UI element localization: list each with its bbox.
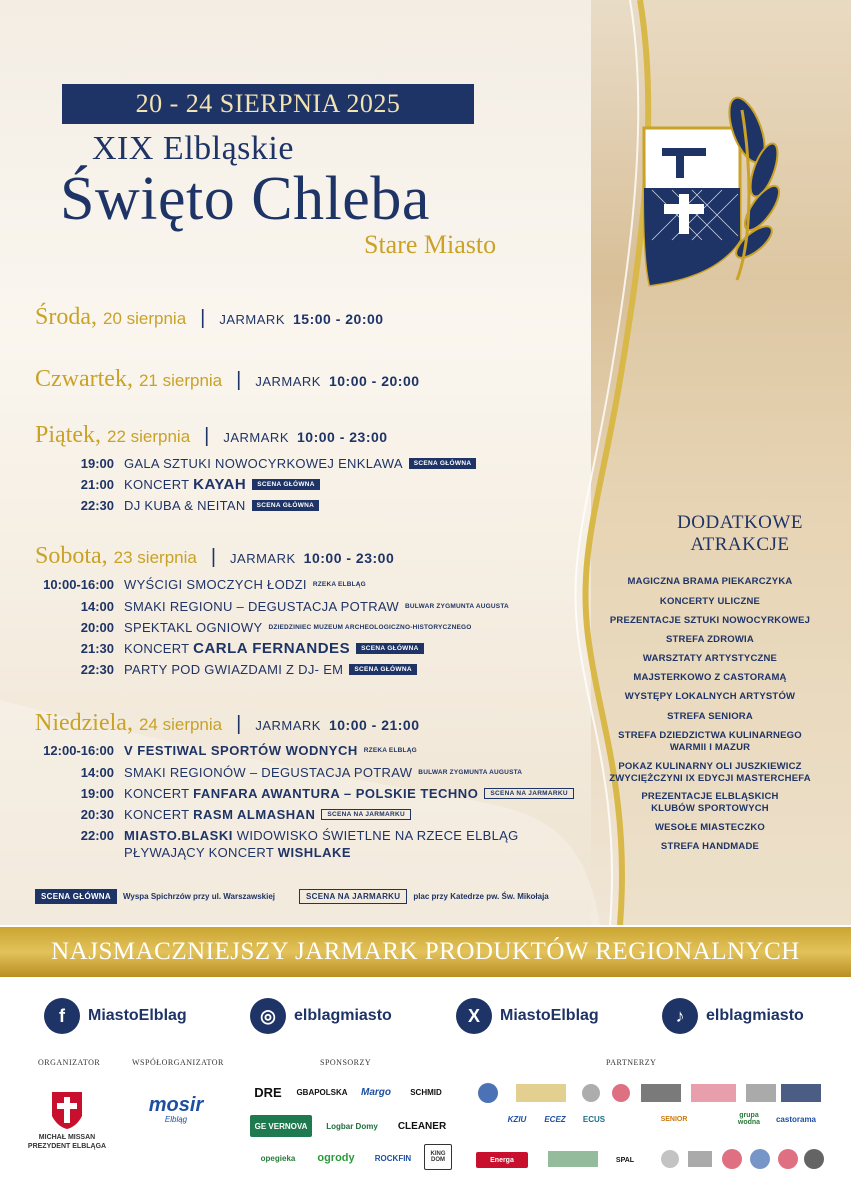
- instagram-icon: ◎: [250, 998, 286, 1034]
- attraction-item: WESOŁE MIASTECZKO: [654, 822, 765, 833]
- organizer-heading: ORGANIZATOR: [38, 1058, 101, 1067]
- attraction-item: KONCERTY ULICZNE: [659, 596, 761, 607]
- event-time: 21:00: [80, 477, 114, 492]
- event-row: [30, 577, 366, 592]
- market-label: JARMARK: [230, 551, 296, 566]
- market-hours: 10:00 - 23:00: [297, 429, 388, 445]
- event-row: [28, 765, 522, 780]
- event-text: MIASTO.BLASKI WIDOWISKO ŚWIETLNE NA RZECE ELBLĄG: [124, 828, 519, 843]
- separator: |: [210, 546, 217, 568]
- event-row: [30, 640, 424, 657]
- sponsors-heading: SPONSORZY: [320, 1058, 372, 1067]
- social-facebook[interactable]: [44, 998, 187, 1034]
- gold-banner-text: NAJSMACZNIEJSZY JARMARK PRODUKTÓW REGIONALNYCH: [51, 938, 800, 965]
- event-time: 19:00: [80, 456, 114, 471]
- separator: |: [236, 369, 242, 391]
- event-time: 10:00-16:00: [43, 577, 114, 592]
- social-label: MiastoElblag: [88, 1007, 187, 1024]
- main-stage-place: Wyspa Spichrzów przy ul. Warszawskiej: [122, 892, 276, 901]
- day-date: 22 sierpnia: [107, 427, 191, 446]
- social-instagram[interactable]: [250, 998, 392, 1034]
- event-text: KONCERT RASM ALMASHAN: [124, 807, 316, 822]
- day-wednesday: [35, 304, 384, 331]
- event-time: 21:30: [80, 641, 114, 656]
- market-hours: 10:00 - 20:00: [328, 373, 420, 389]
- market-hours: 15:00 - 20:00: [293, 311, 384, 327]
- event-row: [28, 828, 519, 843]
- date-banner: 20 - 24 SIERPNIA 2025: [62, 84, 474, 124]
- partner-logo: grupa wodna: [737, 1112, 761, 1126]
- market-hours: 10:00 - 23:00: [303, 550, 395, 566]
- partner-logo: Energa: [476, 1152, 528, 1168]
- attraction-item: POKAZ KULINARNY OLI JUSZKIEWICZ: [618, 761, 802, 772]
- event-location: Stare Miasto: [364, 230, 497, 259]
- event-time: 20:30: [80, 807, 114, 822]
- event-time: 22:30: [80, 498, 114, 513]
- event-text: PARTY POD GWIAZDAMI Z DJ- EM: [124, 662, 344, 677]
- day-sunday: [35, 710, 420, 737]
- attraction-item: STREFA SENIORA: [667, 711, 753, 722]
- day-date: 20 sierpnia: [103, 309, 187, 328]
- sponsor-logo: ogrody: [317, 1152, 355, 1164]
- sponsor-logo: SCHMID: [410, 1087, 442, 1097]
- partner-logo: castorama: [775, 1114, 817, 1124]
- day-thursday: [35, 366, 420, 393]
- event-time: 22:00: [80, 828, 114, 843]
- separator: |: [236, 713, 242, 735]
- partner-logo: SENIOR: [660, 1115, 688, 1123]
- day-name: Niedziela,: [35, 710, 133, 736]
- day-name: Czwartek,: [35, 366, 133, 392]
- event-text: SMAKI REGIONÓW – DEGUSTACJA POTRAW: [124, 765, 413, 780]
- event-row: [30, 599, 509, 614]
- sponsor-logo: CLEANER: [397, 1120, 447, 1132]
- sponsor-logo: ROCKFIN: [374, 1153, 412, 1163]
- event-row: [30, 620, 472, 635]
- event-text: DJ KUBA & NEITAN: [124, 498, 246, 513]
- organizer-name: MICHAŁ MISSAN PREZYDENT ELBLĄGA: [27, 1134, 107, 1150]
- partner-logo: ECEZ: [544, 1114, 566, 1124]
- event-location: BULWAR ZYGMUNTA AUGUSTA: [405, 603, 509, 610]
- partner-logo: SPAL: [615, 1156, 635, 1164]
- event-text: PŁYWAJĄCY KONCERT WISHLAKE: [124, 845, 352, 860]
- attraction-item: STREFA DZIEDZICTWA KULINARNEGO: [618, 730, 802, 741]
- main-stage-badge: SCENA GŁÓWNA: [35, 889, 117, 904]
- stage-badge: SCENA NA JARMARKU: [484, 788, 574, 799]
- sponsor-logo: DRE: [254, 1084, 282, 1100]
- day-date: 21 sierpnia: [138, 371, 223, 390]
- tiktok-icon: ♪: [662, 998, 698, 1034]
- attraction-item: MAJSTERKOWO Z CASTORAMĄ: [633, 672, 787, 683]
- attraction-item: PREZENTACJE ELBLĄSKICH: [641, 791, 779, 802]
- market-label: JARMARK: [219, 312, 285, 327]
- attraction-item: STREFA HANDMADE: [660, 841, 760, 852]
- event-time: 20:00: [80, 620, 114, 635]
- event-time: 19:00: [80, 786, 114, 801]
- social-label: elblagmiasto: [706, 1007, 804, 1024]
- event-location: DZIEDZINIEC MUZEUM ARCHEOLOGICZNO-HISTORYCZNEGO: [268, 624, 472, 631]
- social-tiktok[interactable]: [662, 998, 804, 1034]
- event-row: [28, 807, 411, 822]
- event-row: [60, 498, 319, 513]
- attraction-item: WARMII I MAZUR: [669, 742, 751, 753]
- event-row: [30, 662, 417, 677]
- market-stage-badge: SCENA NA JARMARKU: [299, 889, 407, 904]
- day-friday: [35, 422, 388, 449]
- day-saturday: [35, 543, 394, 570]
- event-time: 12:00-16:00: [43, 743, 114, 758]
- partner-logo-strip: [476, 1078, 826, 1108]
- event-time: 14:00: [80, 599, 114, 614]
- sponsor-logo: GE VERNOVA: [250, 1115, 312, 1137]
- day-name: Środa,: [35, 304, 97, 330]
- partner-logo: ECUS: [582, 1114, 606, 1124]
- partner-logo-strip-2: [548, 1145, 828, 1173]
- event-text: WYŚCIGI SMOCZYCH ŁODZI: [124, 577, 307, 592]
- stage-badge: SCENA GŁÓWNA: [252, 479, 320, 490]
- attraction-item: ZWYCIĘŻCZYNI IX EDYCJI MASTERCHEFA: [609, 773, 811, 784]
- attractions-title: DODATKOWE ATRAKCJE: [677, 512, 803, 555]
- separator: |: [204, 425, 210, 447]
- sponsor-logo: KING DOM: [424, 1144, 452, 1170]
- event-text: KONCERT KAYAH: [124, 476, 247, 493]
- elblag-crest-logo: [642, 90, 792, 290]
- elblag-city-crest-icon: [50, 1090, 84, 1130]
- partner-logo: KZIU: [507, 1114, 527, 1124]
- stage-badge: SCENA GŁÓWNA: [349, 664, 417, 675]
- market-hours: 10:00 - 21:00: [328, 717, 420, 733]
- attraction-item: PREZENTACJE SZTUKI NOWOCYRKOWEJ: [609, 615, 811, 626]
- stage-badge: SCENA GŁÓWNA: [356, 643, 424, 654]
- market-label: JARMARK: [223, 430, 289, 445]
- social-label: MiastoElblag: [500, 1007, 599, 1024]
- event-row-continuation: [124, 845, 351, 860]
- event-text: GALA SZTUKI NOWOCYRKOWEJ ENKLAWA: [124, 456, 403, 471]
- market-label: JARMARK: [255, 718, 321, 733]
- stage-badge: SCENA NA JARMARKU: [321, 809, 411, 820]
- sponsor-logo: Logbar Domy: [326, 1121, 378, 1131]
- x-icon: X: [456, 998, 492, 1034]
- separator: |: [200, 307, 206, 329]
- market-label: JARMARK: [255, 374, 321, 389]
- event-location: BULWAR ZYGMUNTA AUGUSTA: [418, 769, 523, 776]
- day-date: 24 sierpnia: [138, 715, 223, 734]
- mosir-logo: mosir Elbląg: [148, 1094, 204, 1124]
- day-name: Sobota,: [35, 543, 108, 569]
- stage-badge: SCENA GŁÓWNA: [409, 458, 477, 469]
- event-row: [60, 456, 476, 471]
- stage-legend: [35, 889, 573, 904]
- event-title-line1: XIX Elbląskie: [92, 130, 294, 167]
- coorganizer-heading: WSPÓŁORGANIZATOR: [132, 1058, 224, 1067]
- event-time: 14:00: [80, 765, 114, 780]
- event-text: SPEKTAKL OGNIOWY: [124, 620, 263, 635]
- attraction-item: MAGICZNA BRAMA PIEKARCZYKA: [627, 576, 793, 587]
- event-location: RZEKA ELBLĄG: [363, 747, 417, 754]
- stage-badge: SCENA GŁÓWNA: [252, 500, 320, 511]
- sponsor-logo: GBAPOLSKA: [296, 1087, 348, 1097]
- attraction-item: KLUBÓW SPORTOWYCH: [651, 803, 769, 814]
- day-date: 23 sierpnia: [113, 548, 197, 567]
- event-location: RZEKA ELBLĄG: [312, 581, 366, 588]
- social-x[interactable]: [456, 998, 599, 1034]
- day-name: Piątek,: [35, 422, 101, 448]
- attraction-item: WYSTĘPY LOKALNYCH ARTYSTÓW: [624, 691, 796, 702]
- event-title-line2: Święto Chleba: [60, 165, 430, 233]
- attraction-item: STREFA ZDROWIA: [666, 634, 754, 645]
- event-row: [28, 743, 417, 758]
- event-row: [28, 786, 574, 801]
- sponsor-logo: opegieka: [260, 1153, 296, 1163]
- attraction-item: WARSZTATY ARTYSTYCZNE: [642, 653, 778, 664]
- event-text: KONCERT CARLA FERNANDES: [124, 640, 351, 657]
- event-text: V FESTIWAL SPORTÓW WODNYCH: [124, 743, 358, 758]
- event-text: KONCERT FANFARA AWANTURA – POLSKIE TECHNO: [124, 786, 479, 801]
- market-stage-place: plac przy Katedrze pw. Św. Mikołaja: [413, 892, 549, 901]
- sponsor-logo: Margo: [361, 1086, 391, 1098]
- partners-heading: PARTNERZY: [606, 1058, 657, 1067]
- event-text: SMAKI REGIONU – DEGUSTACJA POTRAW: [124, 599, 399, 614]
- event-row: [60, 476, 320, 493]
- event-time: 22:30: [80, 662, 114, 677]
- facebook-icon: f: [44, 998, 80, 1034]
- social-label: elblagmiasto: [294, 1007, 392, 1024]
